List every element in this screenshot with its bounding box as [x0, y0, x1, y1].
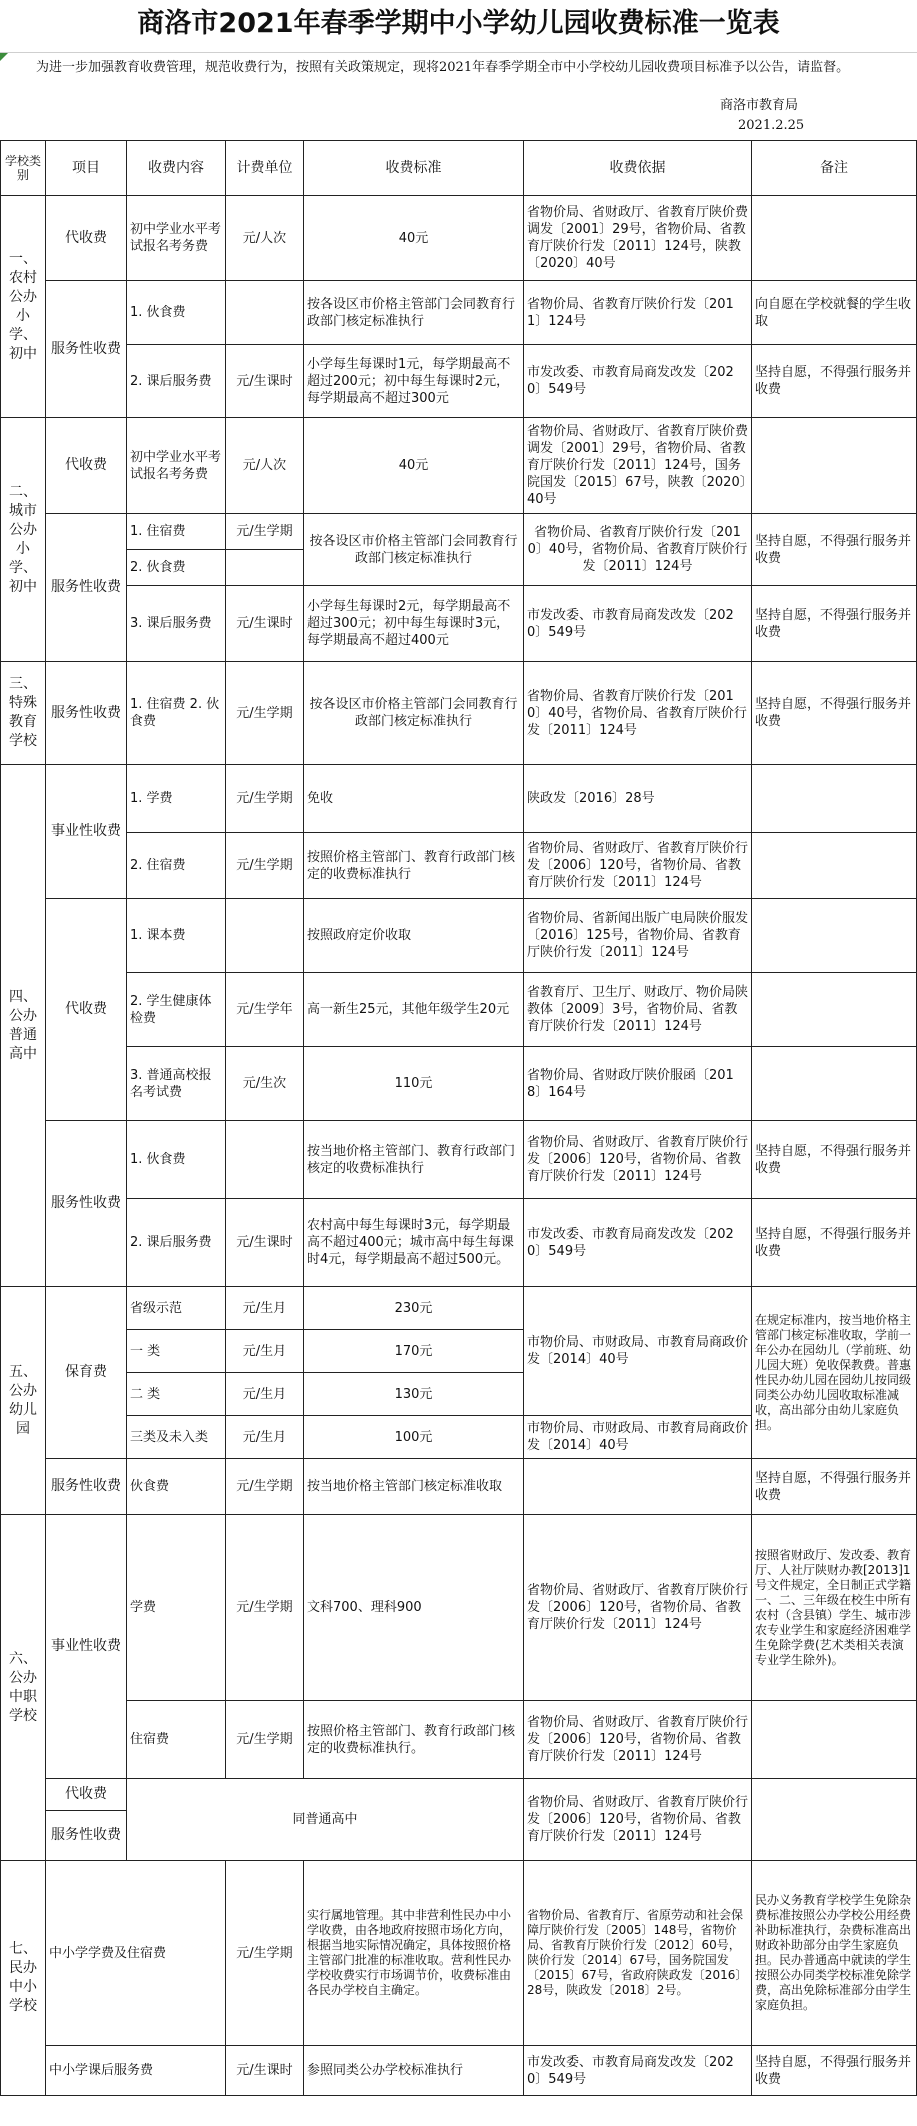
content-cell: 省级示范 — [127, 1287, 226, 1330]
standard-cell: 130元 — [304, 1373, 524, 1416]
basis-cell: 省物价局、省财政厅、省教育厅陕价费调发〔2001〕29号，省物价局、省教育厅陕价行发〔2011〕124号，国务院国发〔2015〕67号，陕教〔2020〕40号 — [524, 418, 752, 514]
content-cell: 二 类 — [127, 1373, 226, 1416]
basis-cell: 市发改委、市教育局商发改发〔2020〕549号 — [524, 1199, 752, 1287]
table-row — [1, 345, 917, 418]
project-cell: 服务性收费 — [46, 1459, 127, 1515]
basis-cell: 省物价局、省财政厅、省教育厅陕价行发〔2006〕120号，省物价局、省教育厅陕价行发〔2011〕124号 — [524, 1515, 752, 1701]
table-row — [1, 281, 917, 345]
unit-cell: 元/生学期 — [226, 1459, 304, 1515]
basis-cell: 市发改委、市教育局商发改发〔2020〕549号 — [524, 586, 752, 662]
unit-cell: 元/生月 — [226, 1287, 304, 1330]
remark-cell — [752, 1779, 917, 1861]
remark-cell — [752, 418, 917, 514]
content-cell: 1. 学费 — [127, 765, 226, 833]
table-row — [1, 765, 917, 833]
project-cell: 代收费 — [46, 899, 127, 1121]
basis-cell: 省物价局、省财政厅陕价服函〔2018〕164号 — [524, 1047, 752, 1121]
project-cell: 服务性收费 — [46, 514, 127, 662]
basis-cell: 市发改委、市教育局商发改发〔2020〕549号 — [524, 2046, 752, 2096]
content-cell: 2. 伙食费 — [127, 550, 226, 586]
standard-cell: 免收 — [304, 765, 524, 833]
table-row — [1, 1515, 917, 1701]
unit-cell: 元/生课时 — [226, 586, 304, 662]
unit-cell — [226, 550, 304, 586]
content-cell: 2. 住宿费 — [127, 833, 226, 899]
content-cell: 2. 课后服务费 — [127, 1199, 226, 1287]
content-cell: 中小学课后服务费 — [46, 2046, 226, 2096]
table-row — [1, 973, 917, 1047]
intro-paragraph: 为进一步加强教育收费管理，规范收费行为，按照有关政策规定，现将2021年春季学期全市中小学校幼儿园收费项目标准予以公告，请监督。 — [36, 60, 850, 75]
header-content: 收费内容 — [127, 141, 226, 196]
category-cell: 二、城市公办小学、初中 — [1, 418, 46, 662]
standard-cell: 高一新生25元，其他年级学生20元 — [304, 973, 524, 1047]
unit-cell: 元/生学年 — [226, 973, 304, 1047]
table-row — [1, 2046, 917, 2096]
remark-cell — [752, 973, 917, 1047]
project-cell: 代收费 — [46, 196, 127, 281]
standard-cell: 按各设区市价格主管部门会同教育行政部门核定标准执行 — [304, 514, 524, 586]
unit-cell: 元/人次 — [226, 196, 304, 281]
standard-cell: 230元 — [304, 1287, 524, 1330]
content-cell: 伙食费 — [127, 1459, 226, 1515]
project-cell: 代收费 — [46, 418, 127, 514]
content-cell: 1. 课本费 — [127, 899, 226, 973]
unit-cell: 元/生月 — [226, 1330, 304, 1373]
content-cell: 1. 住宿费 2. 伙食费 — [127, 662, 226, 765]
standard-cell: 按照价格主管部门、教育行政部门核定的收费标准执行。 — [304, 1701, 524, 1779]
remark-cell: 坚持自愿，不得强行服务并收费 — [752, 1459, 917, 1515]
content-cell: 1. 住宿费 — [127, 514, 226, 550]
unit-cell: 元/生课时 — [226, 1199, 304, 1287]
basis-cell: 省物价局、省财政厅、省教育厅陕价费调发〔2001〕29号，省物价局、省教育厅陕价行发〔2011〕124号，陕教〔2020〕40号 — [524, 196, 752, 281]
content-cell: 3. 普通高校报名考试费 — [127, 1047, 226, 1121]
unit-cell: 元/生课时 — [226, 345, 304, 418]
remark-cell: 坚持自愿，不得强行服务并收费 — [752, 2046, 917, 2096]
remark-cell: 在规定标准内，按当地价格主管部门核定标准收取，学前一年公办在园幼儿（学前班、幼儿园大班）免收保教费。普惠性民办幼儿园在园幼儿按同级同类公办幼儿园收取标准减收，高出部分由幼儿家庭负担。 — [752, 1287, 917, 1459]
standard-cell: 按各设区市价格主管部门会同教育行政部门核定标准执行 — [304, 662, 524, 765]
category-cell: 七、民办中小学校 — [1, 1861, 46, 2096]
table-row — [1, 1121, 917, 1199]
content-cell: 三类及未入类 — [127, 1416, 226, 1459]
header-project: 项目 — [46, 141, 127, 196]
basis-cell: 省物价局、省财政厅、省教育厅陕价行发〔2006〕120号，省物价局、省教育厅陕价行发〔2011〕124号 — [524, 1701, 752, 1779]
basis-cell — [524, 1459, 752, 1515]
remark-cell: 坚持自愿，不得强行服务并收费 — [752, 345, 917, 418]
remark-cell: 按照省财政厅、发改委、教育厅、人社厅陕财办教[2013]1号文件规定，全日制正式学籍一、二、三年级在校生中所有农村（含县镇）学生、城市涉农专业学生和家庭经济困难学生免除学费(艺术类相关表演专业学生除外)。 — [752, 1515, 917, 1701]
content-cell: 中小学学费及住宿费 — [46, 1861, 226, 2046]
standard-cell: 170元 — [304, 1330, 524, 1373]
table-row — [1, 1861, 917, 2046]
remark-cell: 坚持自愿，不得强行服务并收费 — [752, 1199, 917, 1287]
unit-cell — [226, 899, 304, 973]
standard-cell: 按当地价格主管部门、教育行政部门核定的收费标准执行 — [304, 1121, 524, 1199]
basis-cell: 省物价局、省新闻出版广电局陕价服发〔2016〕125号，省物价局、省教育厅陕价行发〔2011〕124号 — [524, 899, 752, 973]
standard-cell: 110元 — [304, 1047, 524, 1121]
remark-cell: 向自愿在学校就餐的学生收取 — [752, 281, 917, 345]
header-row — [1, 141, 917, 196]
basis-cell: 市发改委、市教育局商发改发〔2020〕549号 — [524, 345, 752, 418]
unit-cell: 元/生学期 — [226, 662, 304, 765]
standard-cell: 按各设区市价格主管部门会同教育行政部门核定标准执行 — [304, 281, 524, 345]
page-title: 商洛市2021年春季学期中小学幼儿园收费标准一览表 — [137, 8, 780, 39]
table-row — [1, 586, 917, 662]
standard-cell: 100元 — [304, 1416, 524, 1459]
remark-cell — [752, 1047, 917, 1121]
project-cell: 保育费 — [46, 1287, 127, 1459]
standard-cell: 40元 — [304, 418, 524, 514]
header-category: 学校类别 — [1, 141, 46, 196]
content-cell: 初中学业水平考试报名考务费 — [127, 196, 226, 281]
content-cell: 住宿费 — [127, 1701, 226, 1779]
project-cell: 服务性收费 — [46, 1121, 127, 1287]
remark-cell — [752, 899, 917, 973]
corner-mark-icon — [0, 53, 8, 61]
project-cell: 事业性收费 — [46, 765, 127, 899]
unit-cell: 元/人次 — [226, 418, 304, 514]
unit-cell: 元/生学期 — [226, 765, 304, 833]
unit-cell: 元/生次 — [226, 1047, 304, 1121]
table-row — [1, 899, 917, 973]
table-row — [1, 1459, 917, 1515]
project-cell: 代收费 — [46, 1779, 127, 1811]
fee-table — [0, 140, 917, 2096]
standard-cell: 按照价格主管部门、教育行政部门核定的收费标准执行 — [304, 833, 524, 899]
header-basis: 收费依据 — [524, 141, 752, 196]
basis-cell: 市物价局、市财政局、市教育局商政价发〔2014〕40号 — [524, 1416, 752, 1459]
basis-cell: 省物价局、省教育厅陕价行发〔2011〕124号 — [524, 281, 752, 345]
unit-cell: 元/生学期 — [226, 1515, 304, 1701]
remark-cell — [752, 196, 917, 281]
table-row — [1, 833, 917, 899]
content-cell: 1. 伙食费 — [127, 281, 226, 345]
basis-cell: 省物价局、省教育厅陕价行发〔2010〕40号，省物价局、省教育厅陕价行发〔2011〕124号 — [524, 662, 752, 765]
standard-cell: 小学每生每课时1元，每学期最高不超过200元；初中每生每课时2元，每学期最高不超过300元 — [304, 345, 524, 418]
remark-cell: 坚持自愿，不得强行服务并收费 — [752, 586, 917, 662]
remark-cell — [752, 1701, 917, 1779]
table-row — [1, 196, 917, 281]
header-unit: 计费单位 — [226, 141, 304, 196]
table-row — [1, 662, 917, 765]
table-row — [1, 514, 917, 550]
basis-cell: 省物价局、省财政厅、省教育厅陕价行发〔2006〕120号，省物价局、省教育厅陕价行发〔2011〕124号 — [524, 1121, 752, 1199]
content-cell: 3. 课后服务费 — [127, 586, 226, 662]
standard-cell: 小学每生每课时2元，每学期最高不超过300元；初中每生每课时3元，每学期最高不超过400元 — [304, 586, 524, 662]
project-cell: 服务性收费 — [46, 1811, 127, 1861]
content-cell: 1. 伙食费 — [127, 1121, 226, 1199]
content-cell: 一 类 — [127, 1330, 226, 1373]
unit-cell: 元/生学期 — [226, 514, 304, 550]
remark-cell: 坚持自愿，不得强行服务并收费 — [752, 662, 917, 765]
remark-cell — [752, 833, 917, 899]
issuer-name: 商洛市教育局 — [720, 98, 799, 113]
basis-cell: 省物价局、省教育厅、省原劳动和社会保障厅陕价行发〔2005〕148号，省物价局、省教育厅陕价行发〔2012〕60号，陕价行发〔2014〕67号，国务院国发〔2015〕67号，省政府陕政发〔2016〕28号，陕政发〔2018〕2号。 — [524, 1861, 752, 2046]
standard-cell: 40元 — [304, 196, 524, 281]
table-row — [1, 1701, 917, 1779]
unit-cell: 元/生月 — [226, 1373, 304, 1416]
remark-cell: 坚持自愿，不得强行服务并收费 — [752, 514, 917, 586]
category-cell: 四、公办普通高中 — [1, 765, 46, 1287]
remark-cell: 坚持自愿，不得强行服务并收费 — [752, 1121, 917, 1199]
project-cell: 服务性收费 — [46, 662, 127, 765]
project-cell: 服务性收费 — [46, 281, 127, 418]
unit-cell: 元/生月 — [226, 1416, 304, 1459]
header-remark: 备注 — [752, 141, 917, 196]
standard-cell: 同普通高中 — [127, 1779, 524, 1861]
standard-cell: 文科700、理科900 — [304, 1515, 524, 1701]
header-standard: 收费标准 — [304, 141, 524, 196]
table-row — [1, 1779, 917, 1811]
unit-cell: 元/生学期 — [226, 1701, 304, 1779]
content-cell: 学费 — [127, 1515, 226, 1701]
table-row — [1, 418, 917, 514]
title-divider — [0, 52, 917, 53]
category-cell: 一、农村公办小学、初中 — [1, 196, 46, 418]
standard-cell: 农村高中每生每课时3元，每学期最高不超过400元；城市高中每生每课时4元，每学期最高不超过500元。 — [304, 1199, 524, 1287]
unit-cell: 元/生学期 — [226, 1861, 304, 2046]
category-cell: 三、特殊教育学校 — [1, 662, 46, 765]
basis-cell: 省物价局、省财政厅、省教育厅陕价行发〔2006〕120号，省物价局、省教育厅陕价行发〔2011〕124号 — [524, 1779, 752, 1861]
issue-date: 2021.2.25 — [738, 118, 805, 133]
basis-cell: 省教育厅、卫生厅、财政厅、物价局陕教体〔2009〕3号，省物价局、省教育厅陕价行发〔2011〕124号 — [524, 973, 752, 1047]
basis-cell: 市物价局、市财政局、市教育局商政价发〔2014〕40号 — [524, 1287, 752, 1416]
table-row — [1, 1047, 917, 1121]
table-row — [1, 1199, 917, 1287]
category-cell: 六、公办中职学校 — [1, 1515, 46, 1861]
standard-cell: 按当地价格主管部门核定标准收取 — [304, 1459, 524, 1515]
unit-cell — [226, 281, 304, 345]
remark-cell — [752, 765, 917, 833]
standard-cell: 参照同类公办学校标准执行 — [304, 2046, 524, 2096]
unit-cell: 元/生课时 — [226, 2046, 304, 2096]
content-cell: 2. 课后服务费 — [127, 345, 226, 418]
project-cell: 事业性收费 — [46, 1515, 127, 1779]
table-row — [1, 1287, 917, 1330]
standard-cell: 按照政府定价收取 — [304, 899, 524, 973]
basis-cell: 省物价局、省教育厅陕价行发〔2010〕40号，省物价局、省教育厅陕价行发〔2011〕124号 — [524, 514, 752, 586]
basis-cell: 陕政发〔2016〕28号 — [524, 765, 752, 833]
remark-cell: 民办义务教育学校学生免除杂费标准按照公办学校公用经费补助标准执行，杂费标准高出财政补助部分由学生家庭负担。民办普通高中就读的学生按照公办同类学校标准免除学费，高出免除标准部分由学生家庭负担。 — [752, 1861, 917, 2046]
content-cell: 初中学业水平考试报名考务费 — [127, 418, 226, 514]
unit-cell: 元/生学期 — [226, 833, 304, 899]
category-cell: 五、公办幼儿园 — [1, 1287, 46, 1515]
basis-cell: 省物价局、省财政厅、省教育厅陕价行发〔2006〕120号，省物价局、省教育厅陕价行发〔2011〕124号 — [524, 833, 752, 899]
content-cell: 2. 学生健康体检费 — [127, 973, 226, 1047]
standard-cell: 实行属地管理。其中非营利性民办中小学收费，由各地政府按照市场化方向，根据当地实际情况确定，具体按照价格主管部门批准的标准收取。营利性民办学校收费实行市场调节价，收费标准由各民办学校自主确定。 — [304, 1861, 524, 2046]
unit-cell — [226, 1121, 304, 1199]
